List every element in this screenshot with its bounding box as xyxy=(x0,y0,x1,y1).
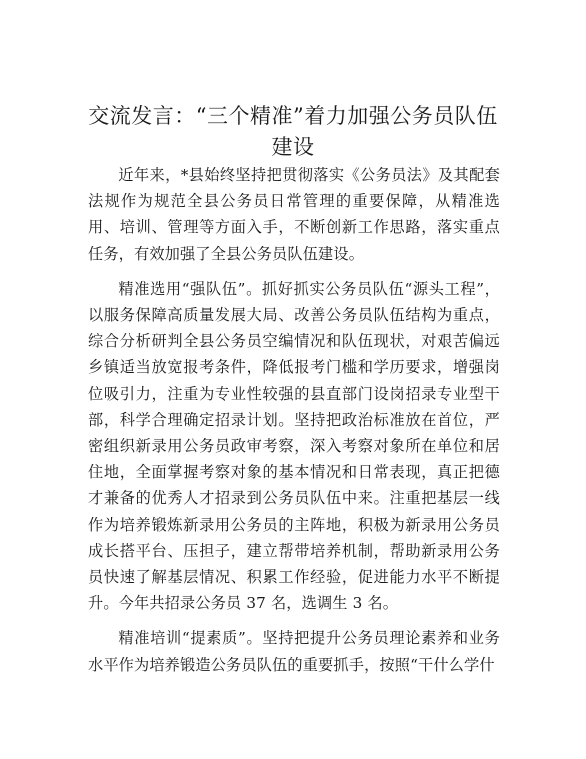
document-title xyxy=(60,101,526,163)
paragraph-training: 精准培训“提素质”。坚持把提升公务员理论素养和业务水平作为培养锻造公务员队伍的重要抓手，按照“干什么学什 xyxy=(88,629,500,674)
title-line-2: 建设 xyxy=(271,135,315,159)
title-line-1: 交流发言：“三个精准”着力加强公务员队伍 xyxy=(88,104,498,128)
paragraph-intro: 近年来，*县始终坚持把贯彻落实《公务员法》及其配套法规作为规范全县公务员日常管理的重要保障，从精准选用、培训、管理等方面入手，不断创新工作思路，落实重点任务，有效加强了全县公务员队伍建设。 xyxy=(88,166,500,263)
paragraph-selection: 精准选用“强队伍”。抓好抓实公务员队伍“源头工程”，以服务保障高质量发展大局、改善公务员队伍结构为重点，综合分析研判全县公务员空编情况和队伍现状，对艰苦偏远乡镇适当放宽报考条件，降低报考门槛和学历要求，增强岗位吸引力，注重为专业性较强的县直部门设岗招录专业型干部，科学合理确定招录计划。坚持把政治标准放在首位，严密组织新录用公务员政审考察，深入考察对象所在单位和居住地，全面掌握考察对象的基本情况和日常表现，真正把德才兼备的优秀人才招录到公务员队伍中来。注重把基层一线作为培养锻炼新录用公务员的主阵地，积极为新录用公务员成长搭平台、压担子，建立帮带培养机制，帮助新录用公务员快速了解基层情况、积累工作经验，促进能力水平不断提升。今年共招录公务员 37 名，选调生 3 名。 xyxy=(88,279,500,613)
document-body xyxy=(88,162,500,687)
